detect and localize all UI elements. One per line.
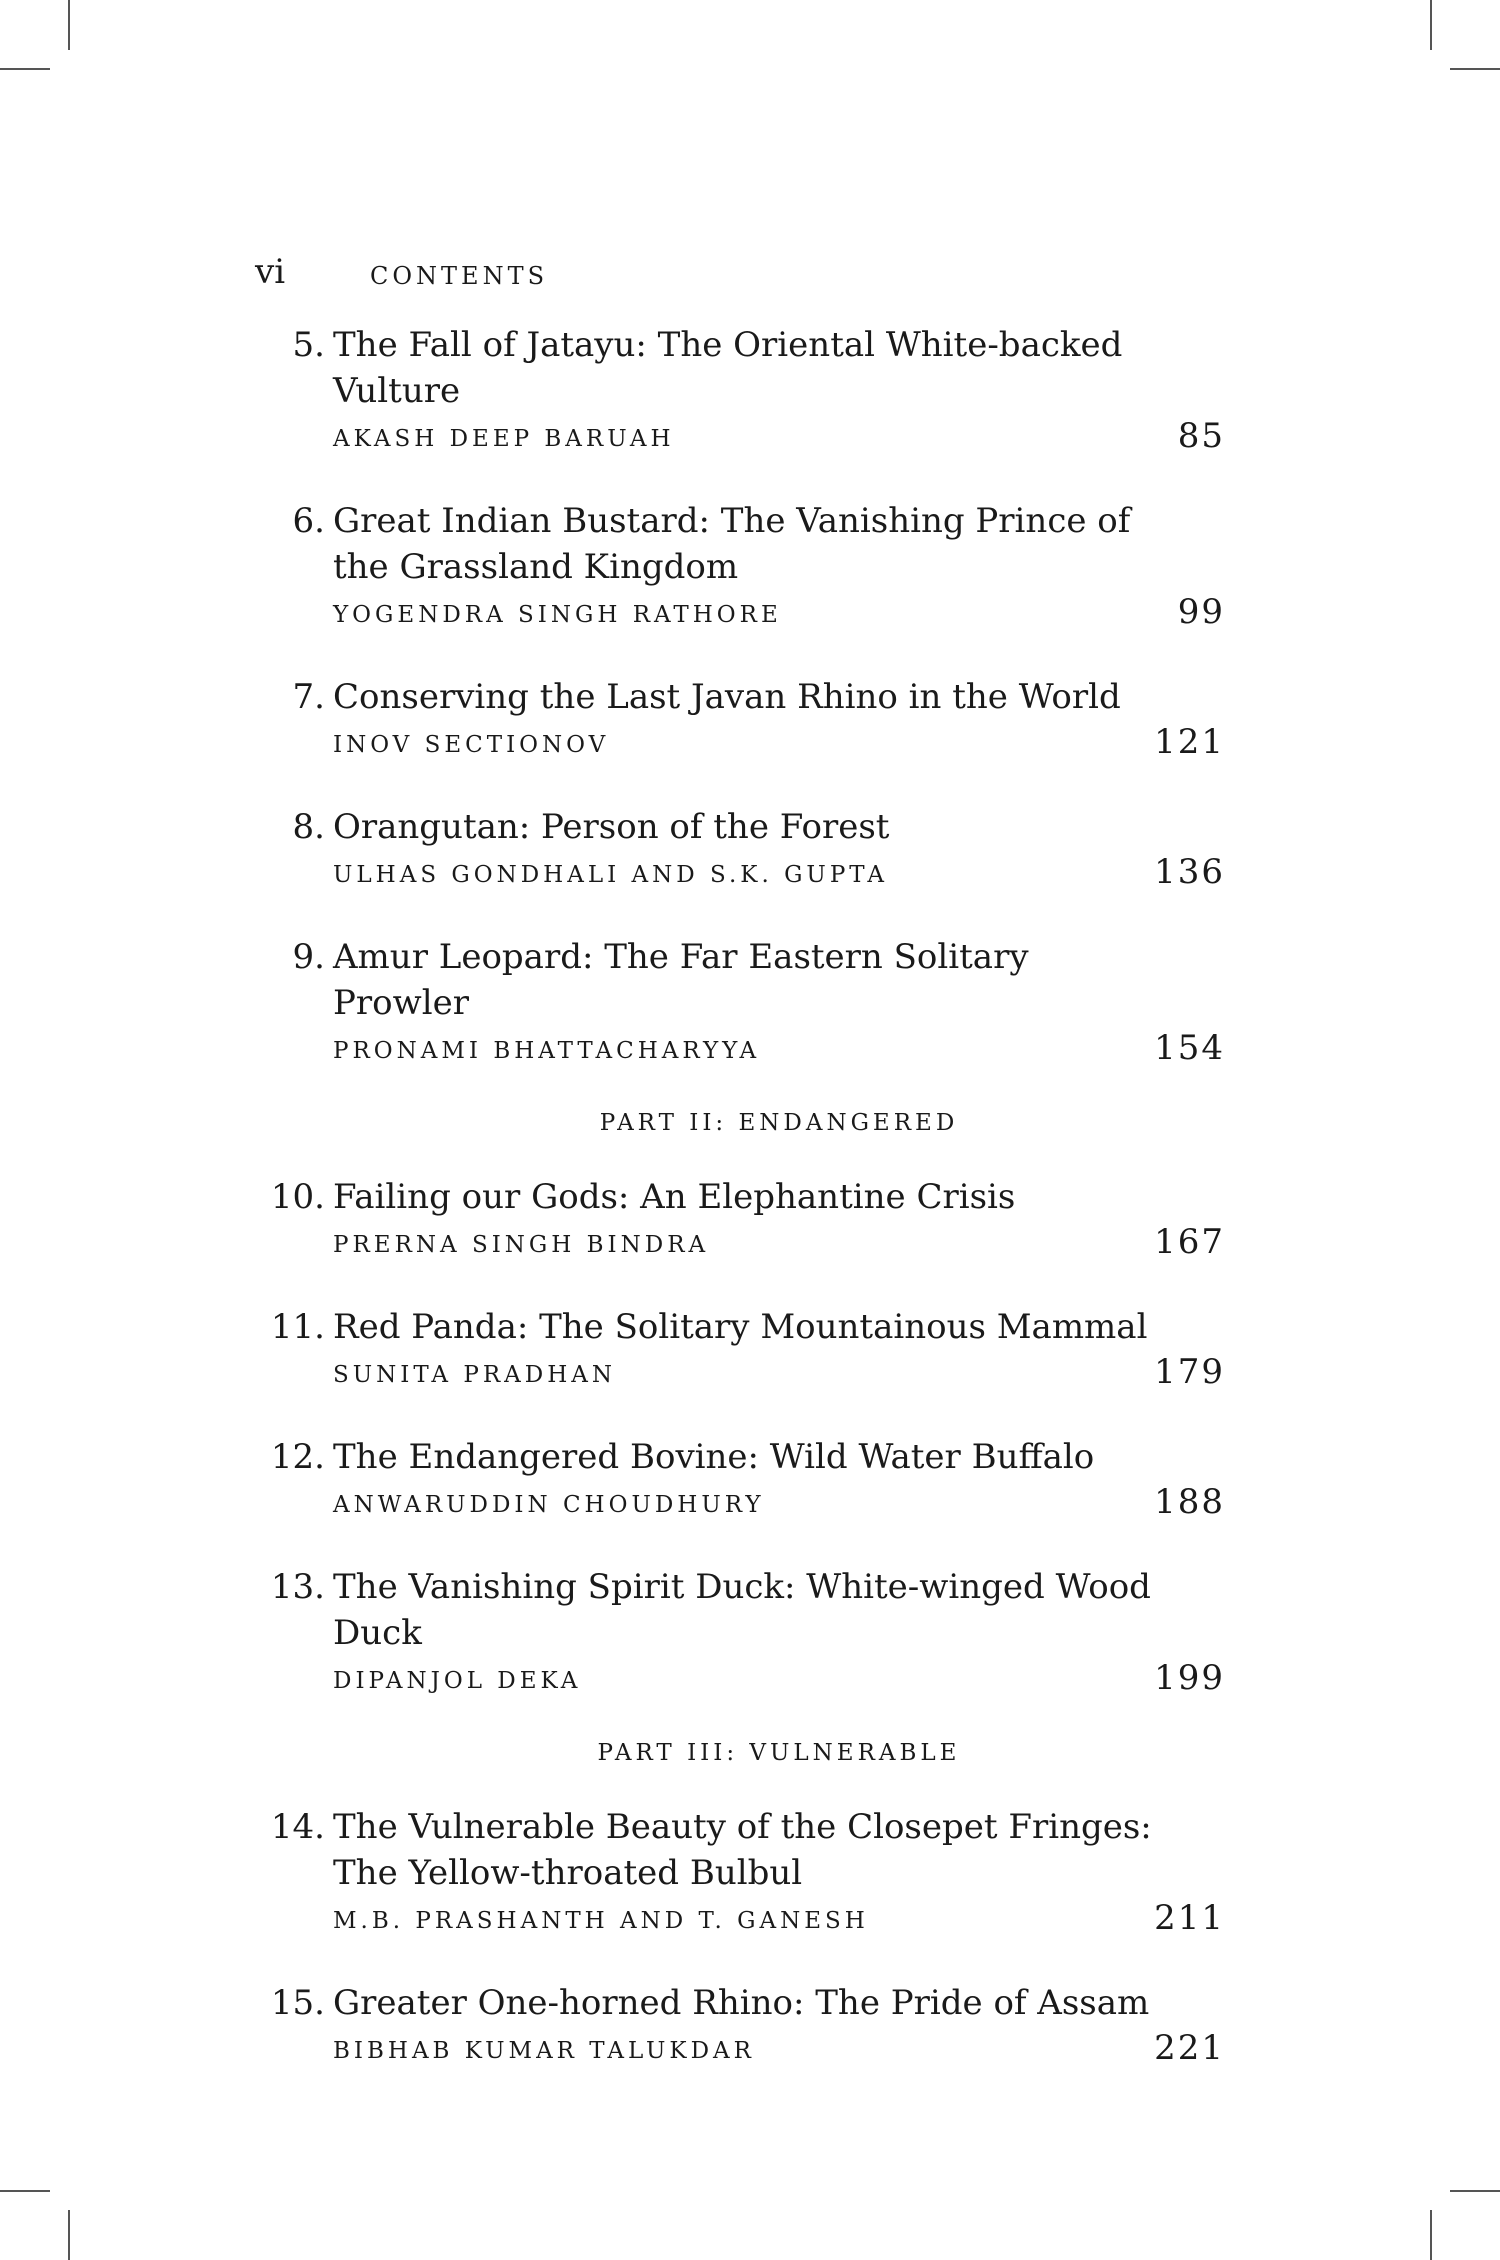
chapter-author: PRONAMI BHATTACHARYYA (333, 1038, 761, 1064)
chapter-title: The Vanishing Spirit Duck: White-winged Wood Duck (333, 1567, 1151, 1653)
toc-entry[interactable] (255, 498, 1225, 638)
author-row (333, 2026, 1225, 2074)
crop-mark-bottom-right-h (1450, 2190, 1500, 2192)
toc-entry[interactable] (255, 1564, 1225, 1704)
page-number: 199 (1154, 1658, 1225, 1698)
chapter-author: BIBHAB KUMAR TALUKDAR (333, 2038, 755, 2064)
author-row (333, 720, 1225, 768)
crop-mark-top-right (1430, 0, 1432, 50)
chapter-title: Amur Leopard: The Far Eastern Solitary Prowler (333, 937, 1029, 1023)
chapter-number: 6. (292, 501, 325, 541)
page-number: 121 (1154, 722, 1225, 762)
author-row (333, 1220, 1225, 1268)
toc-entry[interactable] (255, 1804, 1225, 1944)
chapter-author: YOGENDRA SINGH RATHORE (333, 602, 782, 628)
author-row (333, 850, 1225, 898)
page-number: 211 (1154, 1898, 1225, 1938)
toc-entry[interactable] (255, 1434, 1225, 1528)
author-row (333, 1026, 1225, 1074)
toc-entry[interactable] (255, 1304, 1225, 1398)
chapter-author: INOV SECTIONOV (333, 732, 610, 758)
toc-entry[interactable] (255, 1980, 1225, 2074)
page-folio: vi (255, 252, 286, 292)
author-row (333, 1480, 1225, 1528)
chapter-author: SUNITA PRADHAN (333, 1362, 616, 1388)
chapter-author: M.B. PRASHANTH AND T. GANESH (333, 1908, 869, 1934)
crop-mark-bottom-left (68, 2210, 70, 2260)
chapter-title: Failing our Gods: An Elephantine Crisis (333, 1177, 1016, 1217)
chapter-author: DIPANJOL DEKA (333, 1668, 582, 1694)
chapter-author: ANWARUDDIN CHOUDHURY (333, 1492, 765, 1518)
chapter-title: Greater One-horned Rhino: The Pride of Assam (333, 1983, 1150, 2023)
chapter-number: 15. (270, 1983, 325, 2023)
chapter-title: Orangutan: Person of the Forest (333, 807, 890, 847)
chapter-title: Conserving the Last Javan Rhino in the World (333, 677, 1121, 717)
chapter-author: PRERNA SINGH BINDRA (333, 1232, 710, 1258)
author-row (333, 414, 1225, 462)
chapter-number: 13. (270, 1567, 325, 1607)
crop-mark-bottom-right (1430, 2210, 1432, 2260)
chapter-number: 7. (292, 677, 325, 717)
toc-entry[interactable] (255, 674, 1225, 768)
chapter-author: AKASH DEEP BARUAH (333, 426, 675, 452)
chapter-number: 9. (292, 937, 325, 977)
page-number: 167 (1154, 1222, 1225, 1262)
crop-mark-bottom-left-h (0, 2190, 50, 2192)
page-number: 85 (1177, 416, 1225, 456)
chapter-number: 11. (270, 1307, 325, 1347)
part-heading: PART III: VULNERABLE (597, 1740, 961, 1766)
toc-entry[interactable] (255, 1174, 1225, 1268)
chapter-number: 10. (270, 1177, 325, 1217)
crop-mark-top-right-h (1450, 68, 1500, 70)
chapter-number: 5. (292, 325, 325, 365)
page-number: 179 (1154, 1352, 1225, 1392)
chapter-title: The Fall of Jatayu: The Oriental White-backed Vulture (333, 325, 1123, 411)
chapter-title: Red Panda: The Solitary Mountainous Mammal (333, 1307, 1148, 1347)
toc-entry[interactable] (255, 322, 1225, 462)
author-row (333, 1656, 1225, 1704)
chapter-title: The Endangered Bovine: Wild Water Buffalo (333, 1437, 1095, 1477)
crop-mark-top-left (68, 0, 70, 50)
author-row (333, 1896, 1225, 1944)
chapter-title: The Vulnerable Beauty of the Closepet Fringes: The Yellow-throated Bulbul (333, 1807, 1152, 1893)
toc-entry[interactable] (255, 934, 1225, 1074)
page-number: 99 (1177, 592, 1225, 632)
chapter-number: 12. (270, 1437, 325, 1477)
crop-mark-top-left-h (0, 68, 50, 70)
author-row (333, 590, 1225, 638)
toc-entry[interactable] (255, 804, 1225, 898)
page-number: 154 (1154, 1028, 1225, 1068)
running-title: CONTENTS (370, 262, 549, 290)
chapter-number: 14. (270, 1807, 325, 1847)
page-number: 188 (1154, 1482, 1225, 1522)
part-heading: PART II: ENDANGERED (599, 1110, 959, 1136)
author-row (333, 1350, 1225, 1398)
page-number: 221 (1154, 2028, 1225, 2068)
page-number: 136 (1154, 852, 1225, 892)
chapter-number: 8. (292, 807, 325, 847)
chapter-title: Great Indian Bustard: The Vanishing Prince of the Grassland Kingdom (333, 501, 1131, 587)
chapter-author: ULHAS GONDHALI AND S.K. GUPTA (333, 862, 888, 888)
table-of-contents (255, 322, 1225, 2110)
